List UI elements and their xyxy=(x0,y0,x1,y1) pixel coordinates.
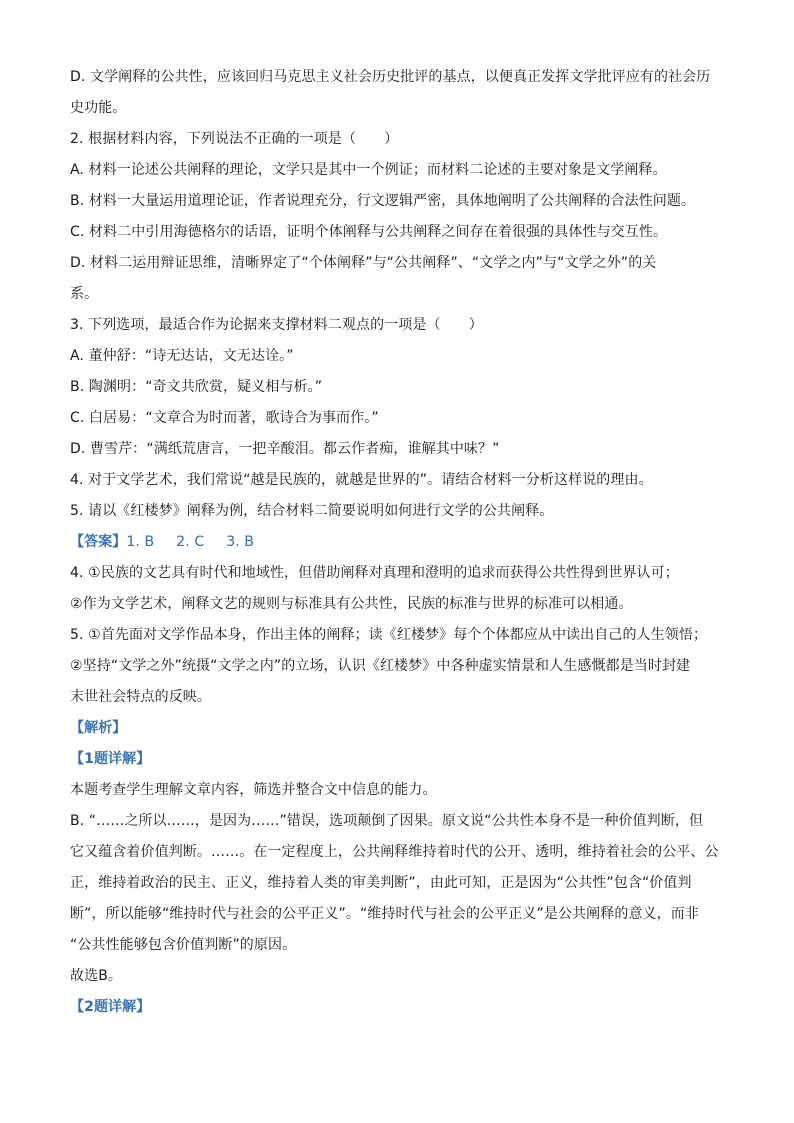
text-line: C. 白居易：“文章合为时而著，歌诗合为事而作。” xyxy=(70,410,379,426)
text-line: D. 曹雪芹：“满纸荒唐言，一把辛酸泪。都云作者痴，谁解其中味？” xyxy=(70,441,500,457)
answer-label: 【答案】 xyxy=(70,534,127,550)
q1-detail-label: 【1题详解】 xyxy=(70,751,151,767)
text-line: 史功能。 xyxy=(70,100,127,116)
answer-text-line: 5. ①首先面对文学作品本身，作出主体的阐释；读《红楼梦》每个个体都应从中读出自己的人生领悟； xyxy=(70,627,708,643)
text-line: 5. 请以《红楼梦》阐释为例，结合材料二简要说明如何进行文学的公共阐释。 xyxy=(70,503,554,519)
text-line: D. 材料二运用辩证思维，清晰界定了“个体阐释”与“公共阐释”、“文学之内”与“文学之外”的关 xyxy=(70,255,657,271)
answer-1: 1. B xyxy=(126,534,155,550)
analysis-label: 【解析】 xyxy=(70,720,127,736)
text-line: 系。 xyxy=(70,286,99,302)
explanation-line: B. “……之所以……，是因为……”错误，选项颠倒了因果。原文说“公共性本身不是一种价值判断，但 xyxy=(70,813,704,829)
text-line: A. 董仲舒：“诗无达诂，文无达诠。” xyxy=(70,348,294,364)
text-line: 2. 根据材料内容，下列说法不正确的一项是（ ） xyxy=(70,131,399,147)
answer-2: 2. C xyxy=(176,534,205,550)
answer-text-line: ②作为文学艺术，阐释文艺的规则与标准具有公共性，民族的标准与世界的标准可以相通。 xyxy=(70,596,633,612)
answer-text-block xyxy=(70,558,730,713)
text-line: 3. 下列选项，最适合作为论据来支撑材料二观点的一项是（ ） xyxy=(70,317,483,333)
explanation-line: 本题考查学生理解文章内容，筛选并整合文中信息的能力。 xyxy=(70,782,437,798)
text-line: D. 文学阐释的公共性，应该回归马克思主义社会历史批评的基点，以便真正发挥文学批评应有的社会历 xyxy=(70,69,711,85)
explanation-line: 断”，所以能够“维持时代与社会的公平正义”。“维持时代与社会的公平正义”是公共阐释的意义，而非 xyxy=(70,906,699,922)
q2-detail-label: 【2题详解】 xyxy=(70,999,151,1015)
text-line: B. 材料一大量运用道理论证，作者说理充分，行文逻辑严密，具体地阐明了公共阐释的合法性问题。 xyxy=(70,193,696,209)
answer-3: 3. B xyxy=(226,534,255,550)
answer-text-line: 末世社会特点的反映。 xyxy=(70,689,211,705)
explanation-line: 故选B。 xyxy=(70,968,123,984)
questions-block xyxy=(70,62,730,527)
text-line: A. 材料一论述公共阐释的理论，文学只是其中一个例证；而材料二论述的主要对象是文学阐释。 xyxy=(70,162,667,178)
answer-text-line: ②坚持“文学之外”统摄“文学之内”的立场，认识《红楼梦》中各种虚实情景和人生感慨都是当时封建 xyxy=(70,658,691,674)
text-line: 4. 对于文学艺术，我们常说“越是民族的，就越是世界的”。请结合材料一分析这样说的理由。 xyxy=(70,472,653,488)
text-line: C. 材料二中引用海德格尔的话语，证明个体阐释与公共阐释之间存在着很强的具体性与交互性。 xyxy=(70,224,668,240)
explanation-line: 正，维持着政治的民主、正义，维持着人类的审美判断”，由此可知，正是因为“公共性”包含“价值判 xyxy=(70,875,692,891)
text-line: B. 陶渊明：“奇文共欣赏，疑义相与析。” xyxy=(70,379,323,395)
explanation-line: 它又蕴含着价值判断。……。在一定程度上，公共阐释维持着时代的公开、透明，维持着社会的公平、公 xyxy=(70,844,719,860)
answer-text-line: 4. ①民族的文艺具有时代和地域性，但借助阐释对真理和澄明的追求而获得公共性得到世界认可； xyxy=(70,565,679,581)
answer-line xyxy=(70,527,730,558)
q1-detail-block xyxy=(70,775,730,992)
document-page xyxy=(70,62,730,1023)
explanation-line: “公共性能够包含价值判断”的原因。 xyxy=(70,937,297,953)
